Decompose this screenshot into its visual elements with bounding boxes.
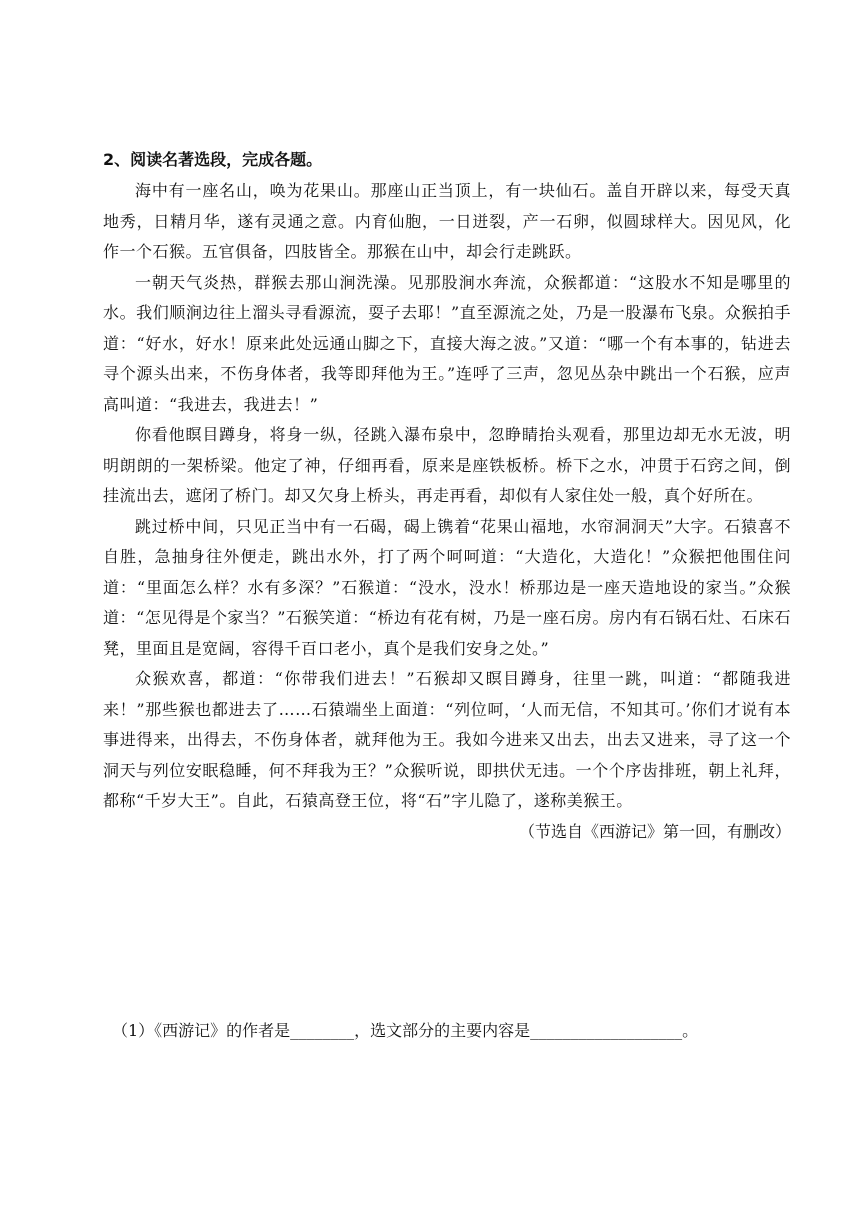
question-1: （1）《西游记》的作者是________，选文部分的主要内容是___________________。 xyxy=(112,1021,699,1040)
paragraph-5: 众猴欢喜，都道：“你带我们进去！”石猴却又瞑目蹲身，往里一跳，叫道：“都随我进来！”那些猴也都进去了……石猿端坐上面道：“列位呵，‘人而无信，不知其可。’你们才说有本事进得来，出得去，不伤身体者，就拜他为王。我如今进来又出去，出去又进来，寻了这一个洞天与列位安眠稳睡，何不拜我为王？”众猴听说，即拱伏无违。一个个序齿排班，朝上礼拜，都称“千岁大王”。自此，石猿高登王位，将“石”字儿隐了，遂称美猴王。 xyxy=(103,669,791,810)
paragraph-3: 你看他瞑目蹲身，将身一纵，径跳入瀑布泉中，忽睁睛抬头观看，那里边却无水无波，明明朗朗的一架桥梁。他定了神，仔细再看，原来是座铁板桥。桥下之水，冲贯于石窍之间，倒挂流出去，遮闭了桥门。却又欠身上桥头，再走再看，却似有人家住处一般，真个好所在。 xyxy=(103,425,791,505)
paragraph-4: 跳过桥中间，只见正当中有一石碣，碣上镌着“花果山福地，水帘洞洞天”大字。石猿喜不自胜，急抽身往外便走，跳出水外，打了两个呵呵道：“大造化，大造化！”众猴把他围住问道：“里面怎么样？水有多深？”石猴道：“没水，没水！桥那边是一座天造地设的家当。”众猴道：“怎见得是个家当？”石猴笑道：“桥边有花有树，乃是一座石房。房内有石锅石灶、石床石凳，里面且是宽阔，容得千百口老小，真个是我们安身之处。” xyxy=(103,516,791,658)
reading-passage xyxy=(103,148,791,847)
source-citation: （节选自《西游记》第一回，有删改） xyxy=(518,821,791,841)
paragraph-2: 一朝天气炎热，群猴去那山涧洗澡。见那股涧水奔流，众猴都道：“这股水不知是哪里的水。我们顺涧边往上溜头寻看源流，耍子去耶！”直至源流之处，乃是一股瀑布飞泉。众猴拍手道：“好水，好水！原来此处远通山脚之下，直接大海之波。”又道：“哪一个有本事的，钻进去寻个源头出来，不伤身体者，我等即拜他为王。”连呼了三声，忽见丛杂中跳出一个石猴，应声高叫道：“我进去，我进去！” xyxy=(103,272,791,414)
paragraph-1: 海中有一座名山，唤为花果山。那座山正当顶上，有一块仙石。盖自开辟以来，每受天真地秀，日精月华，遂有灵通之意。内育仙胞，一日迸裂，产一石卵，似圆球样大。因见风，化作一个石猴。五官俱备，四肢皆全。那猴在山中，却会行走跳跃。 xyxy=(103,181,791,261)
question-heading: 2、阅读名著选段，完成各题。 xyxy=(103,150,323,169)
